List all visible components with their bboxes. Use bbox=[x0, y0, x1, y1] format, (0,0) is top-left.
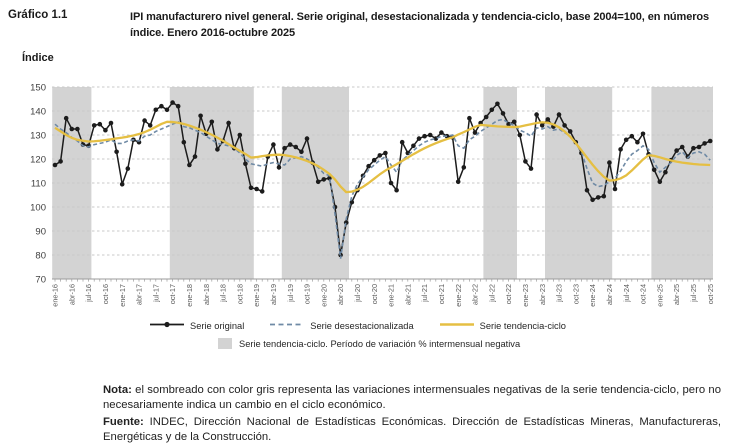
source-text: INDEC, Dirección Nacional de Estadísticas Económicas. Dirección de Estadísticas Mineras, Manufactureras, Energéticas y de la Construcción. bbox=[103, 416, 721, 443]
legend-label-band: Serie tendencia-ciclo. Período de variación % intermensual negativa bbox=[239, 338, 521, 349]
figure-label: Gráfico 1.1 bbox=[8, 9, 68, 21]
svg-text:oct-25: oct-25 bbox=[705, 284, 715, 305]
svg-text:oct-19: oct-19 bbox=[302, 284, 312, 305]
svg-text:oct-22: oct-22 bbox=[504, 284, 514, 305]
svg-text:ene-17: ene-17 bbox=[117, 284, 127, 307]
figure-title: IPI manufacturero nivel general. Serie original, desestacionalizada y tendencia-ciclo, base 2004=100, en números índice. Enero 2016-octubre 2025 bbox=[130, 11, 710, 39]
svg-text:jul-22: jul-22 bbox=[487, 284, 497, 302]
chart-area bbox=[0, 68, 730, 320]
legend-item-original bbox=[150, 320, 244, 331]
chart-svg bbox=[0, 68, 730, 320]
legend-item-tendencia bbox=[440, 320, 566, 331]
svg-text:oct-18: oct-18 bbox=[235, 284, 245, 305]
svg-text:oct-21: oct-21 bbox=[437, 284, 446, 305]
svg-text:140: 140 bbox=[30, 106, 46, 118]
svg-text:ene-23: ene-23 bbox=[521, 284, 530, 307]
svg-text:abr-20: abr-20 bbox=[336, 284, 346, 306]
legend-shaded-band bbox=[218, 338, 520, 349]
svg-text:jul-23: jul-23 bbox=[554, 284, 564, 302]
svg-text:oct-24: oct-24 bbox=[638, 284, 648, 305]
source-label: Fuente: bbox=[103, 416, 144, 429]
svg-text:oct-20: oct-20 bbox=[369, 284, 379, 305]
svg-text:ene-21: ene-21 bbox=[386, 284, 396, 307]
legend-label-original: Serie original bbox=[190, 320, 245, 331]
svg-text:150: 150 bbox=[30, 82, 46, 94]
svg-text:abr-18: abr-18 bbox=[201, 284, 211, 306]
svg-text:oct-16: oct-16 bbox=[101, 284, 110, 305]
svg-text:ene-16: ene-16 bbox=[50, 284, 60, 307]
svg-text:abr-24: abr-24 bbox=[605, 284, 614, 306]
svg-text:ene-24: ene-24 bbox=[588, 284, 598, 307]
svg-text:jul-21: jul-21 bbox=[420, 284, 430, 302]
svg-text:abr-22: abr-22 bbox=[470, 284, 480, 306]
svg-text:100: 100 bbox=[30, 202, 46, 214]
svg-text:jul-25: jul-25 bbox=[689, 284, 698, 302]
note-label: Nota: bbox=[103, 384, 132, 397]
svg-text:abr-23: abr-23 bbox=[537, 284, 547, 306]
svg-text:jul-24: jul-24 bbox=[621, 284, 631, 302]
legend-item-desestacionalizada bbox=[270, 320, 413, 331]
source-paragraph bbox=[103, 415, 721, 444]
svg-text:jul-20: jul-20 bbox=[353, 284, 362, 302]
svg-text:ene-25: ene-25 bbox=[655, 284, 665, 307]
svg-text:abr-19: abr-19 bbox=[269, 284, 278, 306]
svg-text:ene-20: ene-20 bbox=[319, 284, 329, 307]
note-paragraph bbox=[103, 383, 721, 412]
svg-text:70: 70 bbox=[35, 274, 46, 286]
svg-text:abr-16: abr-16 bbox=[67, 284, 77, 306]
svg-text:90: 90 bbox=[35, 226, 46, 238]
note-text: el sombreado con color gris representa las variaciones intermensuales negativas de la serie tendencia-ciclo, pero no necesariamente indica un cambio en el ciclo económico. bbox=[103, 384, 721, 411]
legend bbox=[150, 320, 566, 331]
svg-text:jul-17: jul-17 bbox=[151, 284, 161, 302]
svg-text:130: 130 bbox=[30, 130, 46, 142]
gray-band-swatch bbox=[218, 338, 232, 349]
legend-label-desestacionalizada: Serie desestacionalizada bbox=[310, 320, 414, 331]
svg-text:oct-17: oct-17 bbox=[168, 284, 178, 305]
trend-line-swatch bbox=[440, 320, 474, 331]
legend-label-tendencia: Serie tendencia-ciclo bbox=[479, 320, 566, 331]
svg-text:ene-19: ene-19 bbox=[252, 284, 262, 307]
svg-text:ene-22: ene-22 bbox=[453, 284, 463, 307]
svg-text:jul-19: jul-19 bbox=[285, 284, 295, 302]
svg-text:oct-23: oct-23 bbox=[571, 284, 581, 305]
svg-text:120: 120 bbox=[30, 154, 46, 166]
original-line-swatch bbox=[150, 320, 184, 331]
svg-text:abr-17: abr-17 bbox=[134, 284, 144, 306]
svg-text:80: 80 bbox=[35, 250, 46, 262]
y-axis-label: Índice bbox=[22, 52, 54, 64]
svg-text:110: 110 bbox=[30, 178, 46, 190]
svg-text:abr-25: abr-25 bbox=[672, 284, 682, 306]
svg-text:ene-18: ene-18 bbox=[185, 284, 194, 307]
svg-text:abr-21: abr-21 bbox=[403, 284, 413, 306]
svg-text:jul-16: jul-16 bbox=[84, 284, 94, 302]
dashed-line-swatch bbox=[270, 320, 304, 331]
svg-text:jul-18: jul-18 bbox=[218, 284, 228, 302]
